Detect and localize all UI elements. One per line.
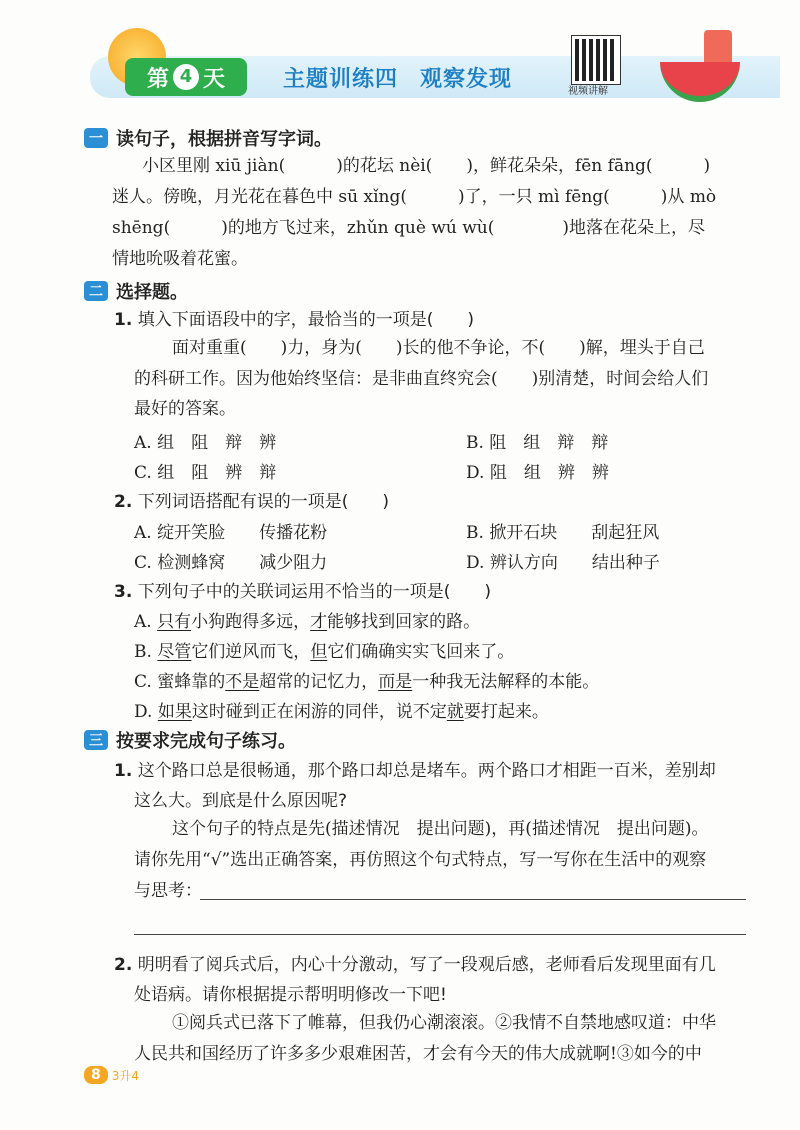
opt-text: A. — [134, 612, 158, 632]
opt-text: C. 蜜蜂靠的 — [134, 672, 226, 692]
connective: 才 — [310, 612, 328, 632]
q-text: 这个路口总是很畅通，那个路口却总是堵车。两个路口才相距一百米，差别却 — [137, 761, 716, 781]
body-line: 请你先用“√”选出正确答案，再仿照这个句式特点，写一写你在生活中的观察 — [134, 850, 707, 870]
opt-text: D. — [134, 702, 158, 722]
passage-line: 的科研工作。因为他始终坚信：是非曲直终究会( )别清楚，时间会给人们 — [134, 369, 709, 389]
s1-line: shēng( )的地方飞过来，zhǔn què wú wù( )地落在花朵上，尽 — [112, 218, 705, 238]
connective: 就 — [446, 702, 464, 722]
qr-code-icon[interactable] — [572, 36, 620, 84]
q-num: 1. — [114, 310, 133, 330]
connective: 而是 — [378, 672, 413, 692]
q-text: 这么大。到底是什么原因呢? — [134, 791, 348, 811]
section-3-mark: 三 — [84, 730, 108, 750]
connective: 但 — [310, 642, 328, 662]
option-a: A. 组 阻 辩 辨 — [134, 433, 277, 453]
connective: 如果 — [157, 702, 192, 722]
option-a — [134, 607, 480, 632]
option-c: C. 检测蜂窝 减少阻力 — [134, 553, 328, 573]
section-1-heading — [84, 125, 332, 151]
day-prefix: 第 — [146, 66, 169, 92]
connective: 只有 — [157, 612, 192, 632]
opt-text: 它们确确实实飞回来了。 — [327, 642, 515, 662]
grade-label: 3升4 — [111, 1068, 140, 1083]
s2-q1-stem — [114, 305, 474, 330]
connective: 尽管 — [157, 642, 192, 662]
s3-q2-stem — [114, 950, 716, 975]
body-line: 与思考： — [134, 881, 202, 901]
opt-text: 它们逆风而飞， — [191, 642, 311, 662]
qr-label: 视频讲解 — [568, 86, 608, 97]
q-text: 填入下面语段中的字，最恰当的一项是( ) — [137, 310, 474, 330]
passage-line: 面对重重( )力，身为( )长的他不争论，不( )解，埋头于自己 — [172, 338, 705, 358]
opt-text: 能够找到回家的路。 — [327, 612, 481, 632]
section-2-mark: 二 — [84, 281, 108, 301]
q-num: 3. — [114, 582, 133, 602]
q-text: 下列词语搭配有误的一项是( ) — [137, 492, 389, 512]
day-suffix: 天 — [203, 66, 226, 92]
opt-text: 一种我无法解释的本能。 — [412, 672, 600, 692]
title-main: 主题训练四 — [283, 67, 399, 92]
option-c — [134, 667, 599, 692]
page-header — [0, 0, 800, 120]
q-text: 下列句子中的关联词运用不恰当的一项是( ) — [137, 582, 491, 602]
s2-q3-stem — [114, 577, 491, 602]
section-2-title: 选择题。 — [116, 282, 188, 303]
opt-text: B. — [134, 642, 158, 662]
passage-line: 最好的答案。 — [134, 399, 236, 419]
page-number: 8 — [84, 1066, 108, 1084]
answer-line[interactable] — [200, 899, 746, 900]
day-number: 4 — [173, 64, 199, 90]
q-num: 2. — [114, 492, 133, 512]
page-footer — [84, 1066, 139, 1084]
opt-text: 小狗跑得多远， — [191, 612, 311, 632]
option-a: A. 绽开笑脸 传播花粉 — [134, 523, 328, 543]
opt-text: 这时碰到正在闲游的同伴，说不定 — [191, 702, 447, 722]
s1-line: 小区里刚 xiū jiàn( )的花坛 nèi( )，鲜花朵朵，fēn fāng( ) — [142, 156, 711, 176]
s3-q1-stem — [114, 756, 716, 781]
option-d: D. 辨认方向 结出种子 — [466, 553, 660, 573]
option-b — [134, 637, 514, 662]
s1-line: 情地吮吸着花蜜。 — [112, 249, 248, 269]
body-line: 人民共和国经历了许多多少艰难困苦，才会有今天的伟大成就啊!③如今的中 — [134, 1044, 702, 1064]
option-d: D. 阻 组 辨 辨 — [466, 463, 609, 483]
option-b: B. 阻 组 辩 辩 — [466, 433, 609, 453]
s2-q2-stem — [114, 487, 389, 512]
section-3-title: 按要求完成句子练习。 — [116, 731, 296, 752]
section-1-title: 读句子，根据拼音写字词。 — [116, 129, 332, 150]
day-badge — [125, 58, 247, 96]
s1-line: 迷人。傍晚，月光花在暮色中 sū xǐng( )了，一只 mì fēng( )从 mò — [112, 187, 717, 207]
title-sub: 观察发现 — [420, 67, 513, 92]
opt-text: 要打起来。 — [463, 702, 549, 722]
q-text: 明明看了阅兵式后，内心十分激动，写了一段观后感，老师看后发现里面有几 — [137, 955, 716, 975]
body-line: 这个句子的特点是先(描述情况 提出问题)，再(描述情况 提出问题)。 — [172, 819, 709, 839]
option-b: B. 掀开石块 刮起狂风 — [466, 523, 660, 543]
q-num: 1. — [114, 761, 133, 781]
option-d — [134, 697, 549, 722]
section-1-mark: 一 — [84, 128, 108, 148]
opt-text: 超常的记忆力， — [259, 672, 379, 692]
option-c: C. 组 阻 辨 辩 — [134, 463, 277, 483]
page-title — [283, 62, 512, 93]
q-num: 2. — [114, 955, 133, 975]
connective: 不是 — [225, 672, 260, 692]
section-2-heading — [84, 278, 188, 304]
body-line: ①阅兵式已落下了帷幕，但我仍心潮滚滚。②我情不自禁地感叹道：中华 — [172, 1013, 716, 1033]
section-3-heading — [84, 727, 296, 753]
answer-line[interactable] — [134, 934, 746, 935]
q-text: 处语病。请你根据提示帮明明修改一下吧! — [134, 985, 447, 1005]
